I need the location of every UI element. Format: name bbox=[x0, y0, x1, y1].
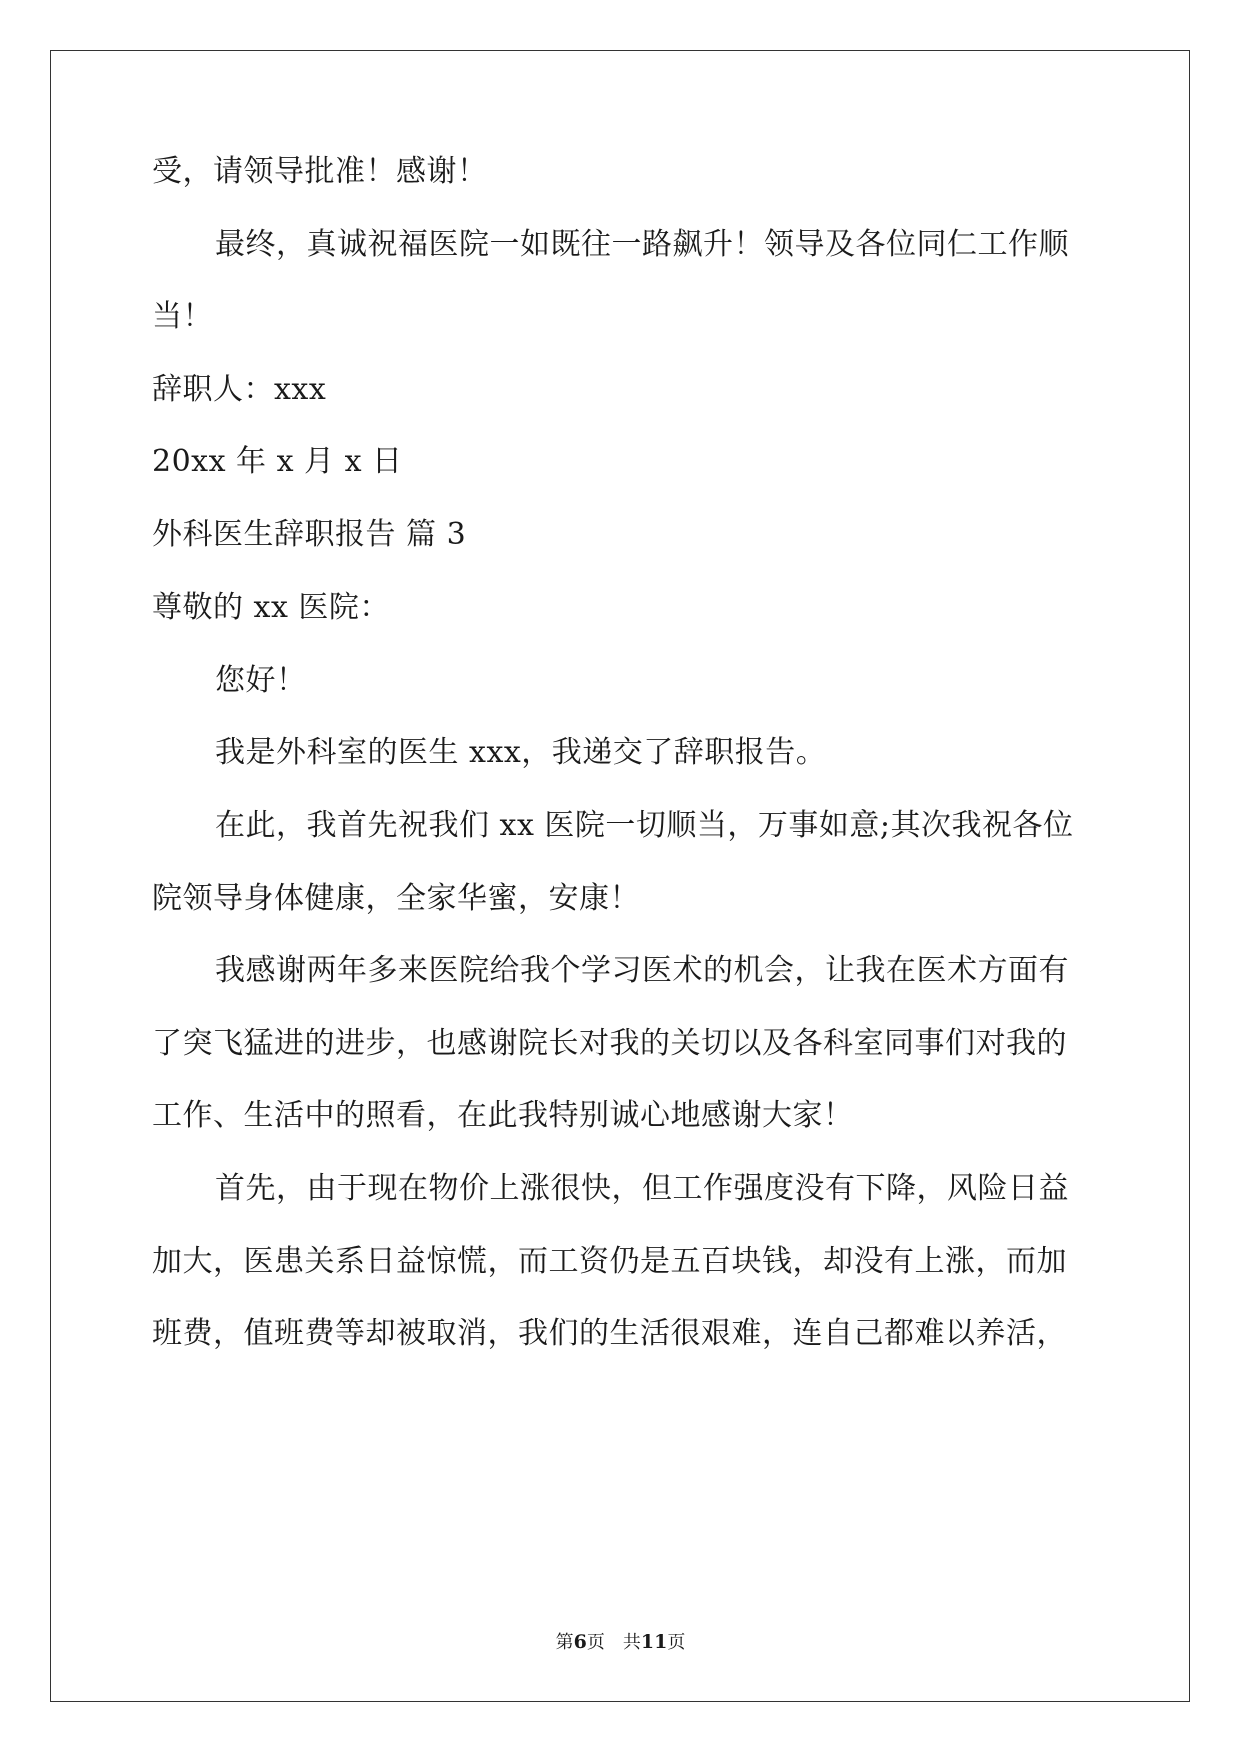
footer-total-prefix: 共 bbox=[622, 1632, 641, 1653]
page-frame bbox=[50, 50, 1190, 1702]
text-line-16: 加大，医患关系日益惊慌，而工资仍是五百块钱，却没有上涨，而加 bbox=[152, 1244, 1067, 1279]
signatory-line: 辞职人：xxx bbox=[152, 372, 327, 407]
text-line-14: 工作、生活中的照看，在此我特别诚心地感谢大家！ bbox=[152, 1098, 854, 1133]
footer-total-suffix: 页 bbox=[667, 1632, 686, 1653]
greeting: 您好！ bbox=[215, 663, 307, 698]
text-line-2: 最终，真诚祝福医院一如既往一路飙升！领导及各位同仁工作顺 bbox=[215, 227, 1069, 262]
section-heading: 外科医生辞职报告 篇 3 bbox=[152, 517, 467, 552]
date-line: 20xx 年 x 月 x 日 bbox=[152, 444, 403, 479]
text-line-3: 当！ bbox=[152, 299, 213, 334]
text-line-11: 院领导身体健康，全家华蜜，安康！ bbox=[152, 881, 640, 916]
footer-prefix: 第 bbox=[555, 1632, 574, 1653]
text-line-12: 我感谢两年多来医院给我个学习医术的机会，让我在医术方面有 bbox=[215, 953, 1069, 988]
salutation: 尊敬的 xx 医院： bbox=[152, 590, 390, 625]
text-line-1: 受，请领导批准！感谢！ bbox=[152, 154, 488, 189]
text-line-17: 班费，值班费等却被取消，我们的生活很艰难，连自己都难以养活， bbox=[152, 1316, 1067, 1351]
footer-total-pages: 11 bbox=[640, 1631, 668, 1653]
footer-page-number: 6 bbox=[573, 1631, 587, 1653]
text-line-13: 了突飞猛进的进步，也感谢院长对我的关切以及各科室同事们对我的 bbox=[152, 1026, 1067, 1061]
footer-page-suffix: 页 bbox=[586, 1632, 605, 1653]
text-line-15: 首先，由于现在物价上涨很快，但工作强度没有下降，风险日益 bbox=[215, 1171, 1069, 1206]
page-footer bbox=[0, 1630, 1241, 1655]
text-line-9: 我是外科室的医生 xxx，我递交了辞职报告。 bbox=[215, 735, 827, 770]
text-line-10: 在此，我首先祝我们 xx 医院一切顺当，万事如意;其次我祝各位 bbox=[215, 808, 1074, 843]
